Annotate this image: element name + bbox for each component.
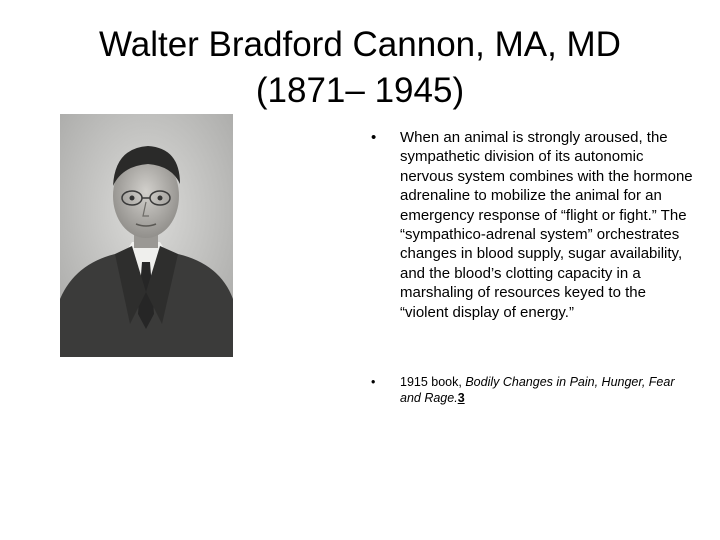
bullet-list (365, 128, 695, 406)
book-title: Bodily Changes in Pain, Hunger, Fear and Rage. (400, 375, 675, 406)
footnote-link[interactable]: 3 (457, 391, 465, 406)
book-prefix: 1915 book, (400, 375, 466, 390)
slide-title (40, 22, 680, 114)
portrait-illustration (60, 114, 233, 357)
bullet-marker: • (371, 129, 377, 146)
bullet-item-book (365, 374, 695, 406)
title-line-name: Walter Bradford Cannon, MA, MD (99, 25, 621, 64)
bullet-marker: • (371, 375, 376, 390)
bullet-item-cannon-theory (365, 128, 695, 322)
title-line-dates: (1871– 1945) (255, 71, 465, 110)
bullet-text: When an animal is strongly aroused, the sympathetic division of its autonomic nervous system combines with the hormone adrenaline to mobilize the animal for an emergency response of “flight or fight.” The “sympathico-adrenal system” orchestrates changes in blood supply, sugar availability, and the blood’s clotting capacity in a marshaling of resources keyed to the “violent display of energy.” (400, 129, 693, 321)
portrait-photo (60, 114, 233, 357)
